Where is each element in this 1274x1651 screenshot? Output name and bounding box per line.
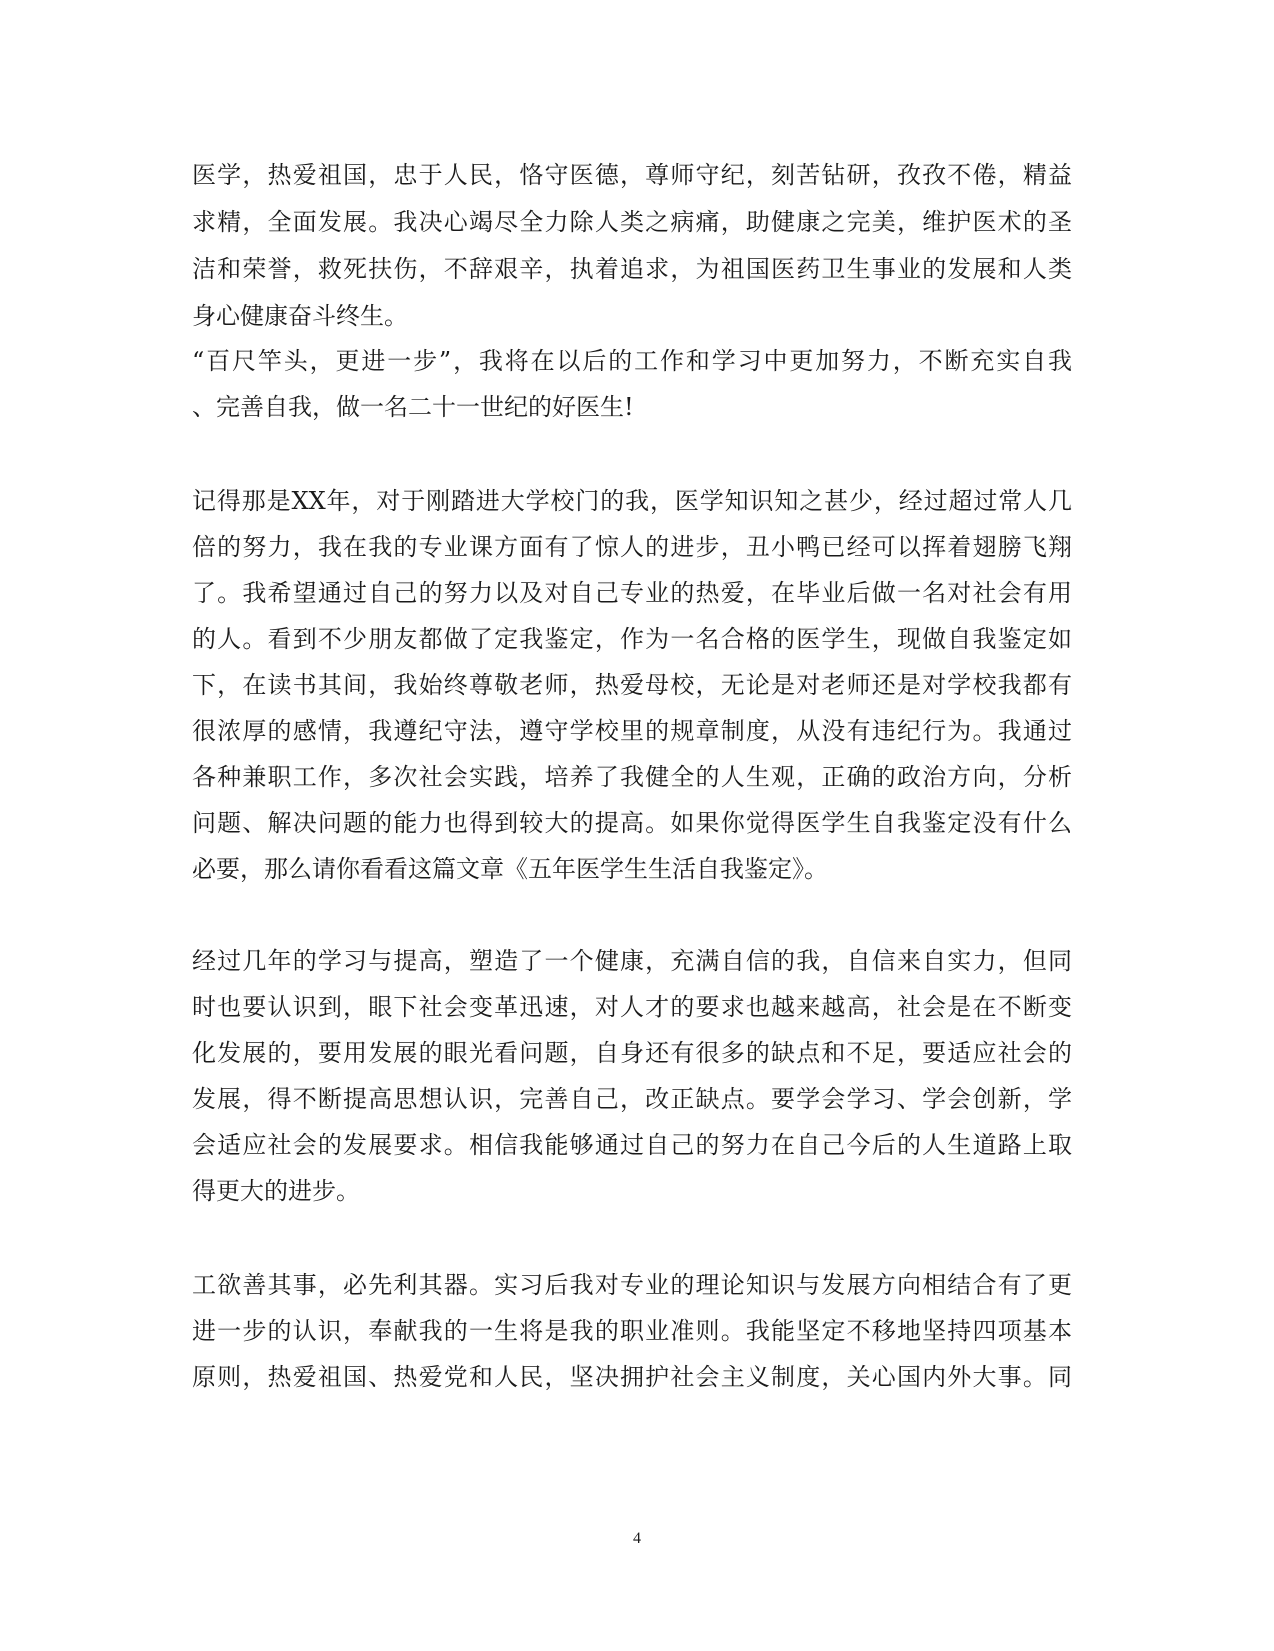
- text-line: 工欲善其事，必先利其器。实习后我对专业的理论知识与发展方向相结合有了更: [192, 1271, 1072, 1299]
- text-line: 会适应社会的发展要求。相信我能够通过自己的努力在自己今后的人生道路上取: [192, 1131, 1072, 1159]
- text-line: 下，在读书其间，我始终尊敬老师，热爱母校，无论是对老师还是对学校我都有: [192, 671, 1072, 699]
- text-line: 进一步的认识，奉献我的一生将是我的职业准则。我能坚定不移地坚持四项基本: [192, 1317, 1072, 1345]
- text-line: 必要，那么请你看看这篇文章《五年医学生生活自我鉴定》。: [192, 855, 828, 883]
- text-line: 化发展的，要用发展的眼光看问题，自身还有很多的缺点和不足，要适应社会的: [192, 1039, 1072, 1067]
- text-line: “百尺竿头，更进一步”，我将在以后的工作和学习中更加努力，不断充实自我: [192, 347, 1072, 375]
- text-line: 求精，全面发展。我决心竭尽全力除人类之病痛，助健康之完美，维护医术的圣: [192, 208, 1072, 236]
- text-line: 倍的努力，我在我的专业课方面有了惊人的进步，丑小鸭已经可以挥着翅膀飞翔: [192, 533, 1072, 561]
- text-line: 记得那是XX年，对于刚踏进大学校门的我，医学知识知之甚少，经过超过常人几: [192, 487, 1072, 515]
- text-line: 身心健康奋斗终生。: [192, 302, 408, 330]
- text-line: 经过几年的学习与提高，塑造了一个健康，充满自信的我，自信来自实力，但同: [192, 947, 1072, 975]
- text-line: 各种兼职工作，多次社会实践，培养了我健全的人生观，正确的政治方向，分析: [192, 763, 1072, 791]
- text-line: 很浓厚的感情，我遵纪守法，遵守学校里的规章制度，从没有违纪行为。我通过: [192, 717, 1072, 745]
- text-line: 问题、解决问题的能力也得到较大的提高。如果你觉得医学生自我鉴定没有什么: [192, 809, 1072, 837]
- text-line: 发展，得不断提高思想认识，完善自己，改正缺点。要学会学习、学会创新，学: [192, 1085, 1072, 1113]
- text-line: 医学，热爱祖国，忠于人民，恪守医德，尊师守纪，刻苦钻研，孜孜不倦，精益: [192, 161, 1072, 189]
- text-line: 的人。看到不少朋友都做了定我鉴定，作为一名合格的医学生，现做自我鉴定如: [192, 625, 1072, 653]
- text-line: 原则，热爱祖国、热爱党和人民，坚决拥护社会主义制度，关心国内外大事。同: [192, 1363, 1072, 1391]
- text-line: 、完善自我，做一名二十一世纪的好医生!: [192, 393, 634, 421]
- text-line: 了。我希望通过自己的努力以及对自己专业的热爱，在毕业后做一名对社会有用: [192, 579, 1072, 607]
- text-line: 洁和荣誉，救死扶伤，不辞艰辛，执着追求，为祖国医药卫生事业的发展和人类: [192, 255, 1072, 283]
- text-line: 得更大的进步。: [192, 1177, 360, 1205]
- text-line: 时也要认识到，眼下社会变革迅速，对人才的要求也越来越高，社会是在不断变: [192, 993, 1072, 1021]
- page-number: 4: [633, 1530, 641, 1547]
